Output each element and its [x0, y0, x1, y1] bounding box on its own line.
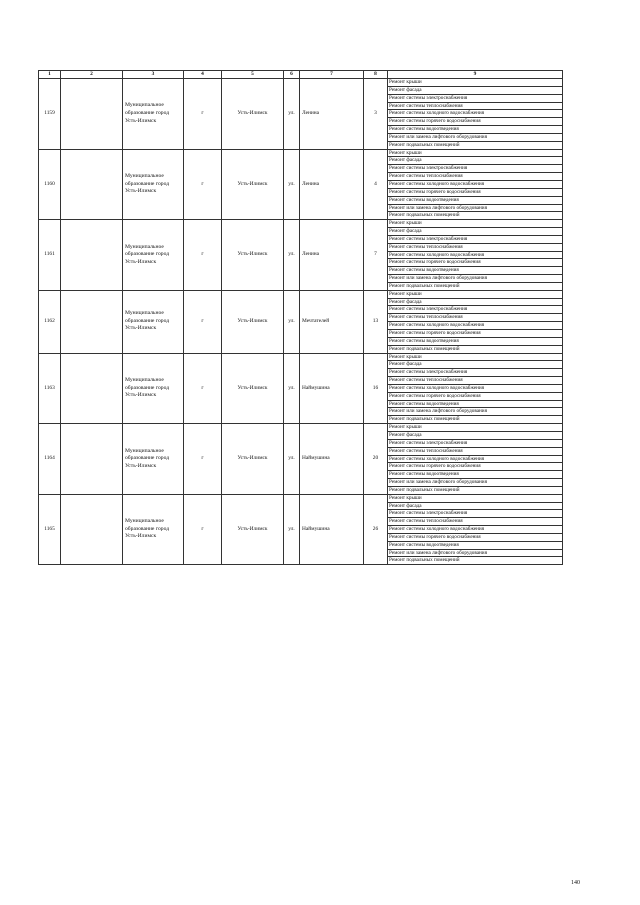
- work-type-cell: Ремонт системы горячего водоснабжения: [388, 118, 563, 126]
- work-type-cell: Ремонт или замена лифтового оборудования: [388, 204, 563, 212]
- work-type-cell: Ремонт подвальных помещений: [388, 282, 563, 290]
- table-row: [39, 149, 563, 157]
- row-number: 1160: [39, 149, 61, 220]
- table-row: [39, 290, 563, 298]
- settlement-type-cell: г: [184, 353, 222, 424]
- settlement-type-cell: г: [184, 290, 222, 353]
- work-type-cell: Ремонт фасада: [388, 157, 563, 165]
- table-body: [39, 79, 563, 565]
- region-cell: [61, 79, 123, 150]
- work-type-cell: Ремонт системы теплоснабжения: [388, 102, 563, 110]
- work-type-cell: Ремонт крыши: [388, 353, 563, 361]
- settlement-name-cell: Усть-Илимск: [222, 290, 284, 353]
- header-cell: 8: [364, 71, 388, 79]
- work-type-cell: Ремонт фасада: [388, 502, 563, 510]
- street-name-cell: Наймушина: [300, 353, 364, 424]
- work-type-cell: Ремонт системы водоотведения: [388, 267, 563, 275]
- work-type-cell: Ремонт крыши: [388, 79, 563, 87]
- work-type-cell: Ремонт или замена лифтового оборудования: [388, 549, 563, 557]
- table-row: [39, 353, 563, 361]
- work-type-cell: Ремонт или замена лифтового оборудования: [388, 479, 563, 487]
- row-number: 1165: [39, 494, 61, 565]
- table-row: [39, 494, 563, 502]
- work-type-cell: Ремонт фасада: [388, 298, 563, 306]
- street-name-cell: Наймушина: [300, 494, 364, 565]
- street-type-cell: ул.: [284, 149, 300, 220]
- municipality-cell: Муниципальное образование город Усть-Илимск: [123, 424, 184, 495]
- house-number-cell: 3: [364, 79, 388, 150]
- work-type-cell: Ремонт системы горячего водоснабжения: [388, 533, 563, 541]
- work-type-cell: Ремонт крыши: [388, 424, 563, 432]
- work-type-cell: Ремонт фасада: [388, 86, 563, 94]
- work-type-cell: Ремонт системы горячего водоснабжения: [388, 463, 563, 471]
- settlement-type-cell: г: [184, 79, 222, 150]
- work-type-cell: Ремонт крыши: [388, 149, 563, 157]
- table-row: [39, 424, 563, 432]
- header-cell: 9: [388, 71, 563, 79]
- settlement-type-cell: г: [184, 220, 222, 291]
- row-number: 1161: [39, 220, 61, 291]
- work-type-cell: Ремонт крыши: [388, 220, 563, 228]
- work-type-cell: Ремонт системы горячего водоснабжения: [388, 259, 563, 267]
- work-type-cell: Ремонт или замена лифтового оборудования: [388, 133, 563, 141]
- settlement-name-cell: Усть-Илимск: [222, 220, 284, 291]
- work-type-cell: Ремонт системы горячего водоснабжения: [388, 392, 563, 400]
- repair-table-container: [38, 70, 563, 565]
- work-type-cell: Ремонт системы холодного водоснабжения: [388, 251, 563, 259]
- street-type-cell: ул.: [284, 494, 300, 565]
- work-type-cell: Ремонт системы водоотведения: [388, 471, 563, 479]
- settlement-name-cell: Усть-Илимск: [222, 149, 284, 220]
- work-type-cell: Ремонт крыши: [388, 290, 563, 298]
- work-type-cell: Ремонт системы электроснабжения: [388, 94, 563, 102]
- house-number-cell: 7: [364, 220, 388, 291]
- row-number: 1163: [39, 353, 61, 424]
- street-name-cell: Ленина: [300, 79, 364, 150]
- street-name-cell: Мечтателей: [300, 290, 364, 353]
- municipality-cell: Муниципальное образование город Усть-Илимск: [123, 79, 184, 150]
- table-row: [39, 220, 563, 228]
- region-cell: [61, 149, 123, 220]
- work-type-cell: Ремонт системы холодного водоснабжения: [388, 384, 563, 392]
- work-type-cell: Ремонт системы электроснабжения: [388, 306, 563, 314]
- work-type-cell: Ремонт системы теплоснабжения: [388, 377, 563, 385]
- work-type-cell: Ремонт системы электроснабжения: [388, 510, 563, 518]
- table-row: [39, 79, 563, 87]
- header-cell: 4: [184, 71, 222, 79]
- work-type-cell: Ремонт фасада: [388, 228, 563, 236]
- settlement-type-cell: г: [184, 494, 222, 565]
- work-type-cell: Ремонт системы теплоснабжения: [388, 314, 563, 322]
- work-type-cell: Ремонт подвальных помещений: [388, 345, 563, 353]
- municipality-cell: Муниципальное образование город Усть-Илимск: [123, 353, 184, 424]
- municipality-cell: Муниципальное образование город Усть-Илимск: [123, 494, 184, 565]
- work-type-cell: Ремонт системы холодного водоснабжения: [388, 526, 563, 534]
- repair-table: [38, 70, 563, 565]
- work-type-cell: Ремонт или замена лифтового оборудования: [388, 275, 563, 283]
- work-type-cell: Ремонт системы холодного водоснабжения: [388, 322, 563, 330]
- work-type-cell: Ремонт системы водоотведения: [388, 196, 563, 204]
- street-type-cell: ул.: [284, 79, 300, 150]
- settlement-type-cell: г: [184, 149, 222, 220]
- header-cell: 5: [222, 71, 284, 79]
- work-type-cell: Ремонт системы электроснабжения: [388, 369, 563, 377]
- settlement-name-cell: Усть-Илимск: [222, 79, 284, 150]
- header-cell: 1: [39, 71, 61, 79]
- work-type-cell: Ремонт системы теплоснабжения: [388, 447, 563, 455]
- header-cell: 6: [284, 71, 300, 79]
- header-cell: 3: [123, 71, 184, 79]
- work-type-cell: Ремонт подвальных помещений: [388, 486, 563, 494]
- region-cell: [61, 220, 123, 291]
- settlement-name-cell: Усть-Илимск: [222, 353, 284, 424]
- work-type-cell: Ремонт системы холодного водоснабжения: [388, 455, 563, 463]
- street-type-cell: ул.: [284, 290, 300, 353]
- work-type-cell: Ремонт или замена лифтового оборудования: [388, 408, 563, 416]
- work-type-cell: Ремонт подвальных помещений: [388, 212, 563, 220]
- region-cell: [61, 353, 123, 424]
- settlement-name-cell: Усть-Илимск: [222, 424, 284, 495]
- work-type-cell: Ремонт системы горячего водоснабжения: [388, 188, 563, 196]
- work-type-cell: Ремонт системы электроснабжения: [388, 165, 563, 173]
- municipality-cell: Муниципальное образование город Усть-Илимск: [123, 290, 184, 353]
- municipality-cell: Муниципальное образование город Усть-Илимск: [123, 149, 184, 220]
- work-type-cell: Ремонт подвальных помещений: [388, 141, 563, 149]
- work-type-cell: Ремонт системы горячего водоснабжения: [388, 330, 563, 338]
- region-cell: [61, 424, 123, 495]
- settlement-type-cell: г: [184, 424, 222, 495]
- settlement-name-cell: Усть-Илимск: [222, 494, 284, 565]
- work-type-cell: Ремонт фасада: [388, 431, 563, 439]
- work-type-cell: Ремонт системы холодного водоснабжения: [388, 180, 563, 188]
- work-type-cell: Ремонт системы водоотведения: [388, 400, 563, 408]
- work-type-cell: Ремонт системы электроснабжения: [388, 439, 563, 447]
- street-name-cell: Ленина: [300, 149, 364, 220]
- region-cell: [61, 290, 123, 353]
- work-type-cell: Ремонт подвальных помещений: [388, 557, 563, 565]
- work-type-cell: Ремонт системы водоотведения: [388, 337, 563, 345]
- house-number-cell: 26: [364, 494, 388, 565]
- work-type-cell: Ремонт подвальных помещений: [388, 416, 563, 424]
- street-type-cell: ул.: [284, 353, 300, 424]
- work-type-cell: Ремонт фасада: [388, 361, 563, 369]
- street-type-cell: ул.: [284, 220, 300, 291]
- street-name-cell: Наймушина: [300, 424, 364, 495]
- work-type-cell: Ремонт системы холодного водоснабжения: [388, 110, 563, 118]
- house-number-cell: 13: [364, 290, 388, 353]
- header-cell: 2: [61, 71, 123, 79]
- house-number-cell: 16: [364, 353, 388, 424]
- street-name-cell: Ленина: [300, 220, 364, 291]
- work-type-cell: Ремонт крыши: [388, 494, 563, 502]
- header-row: [39, 71, 563, 79]
- work-type-cell: Ремонт системы водоотведения: [388, 126, 563, 134]
- work-type-cell: Ремонт системы теплоснабжения: [388, 518, 563, 526]
- house-number-cell: 4: [364, 149, 388, 220]
- street-type-cell: ул.: [284, 424, 300, 495]
- page-number: 140: [571, 880, 580, 886]
- work-type-cell: Ремонт системы водоотведения: [388, 541, 563, 549]
- work-type-cell: Ремонт системы теплоснабжения: [388, 243, 563, 251]
- work-type-cell: Ремонт системы электроснабжения: [388, 235, 563, 243]
- header-cell: 7: [300, 71, 364, 79]
- municipality-cell: Муниципальное образование город Усть-Илимск: [123, 220, 184, 291]
- region-cell: [61, 494, 123, 565]
- row-number: 1164: [39, 424, 61, 495]
- house-number-cell: 20: [364, 424, 388, 495]
- work-type-cell: Ремонт системы теплоснабжения: [388, 173, 563, 181]
- row-number: 1159: [39, 79, 61, 150]
- row-number: 1162: [39, 290, 61, 353]
